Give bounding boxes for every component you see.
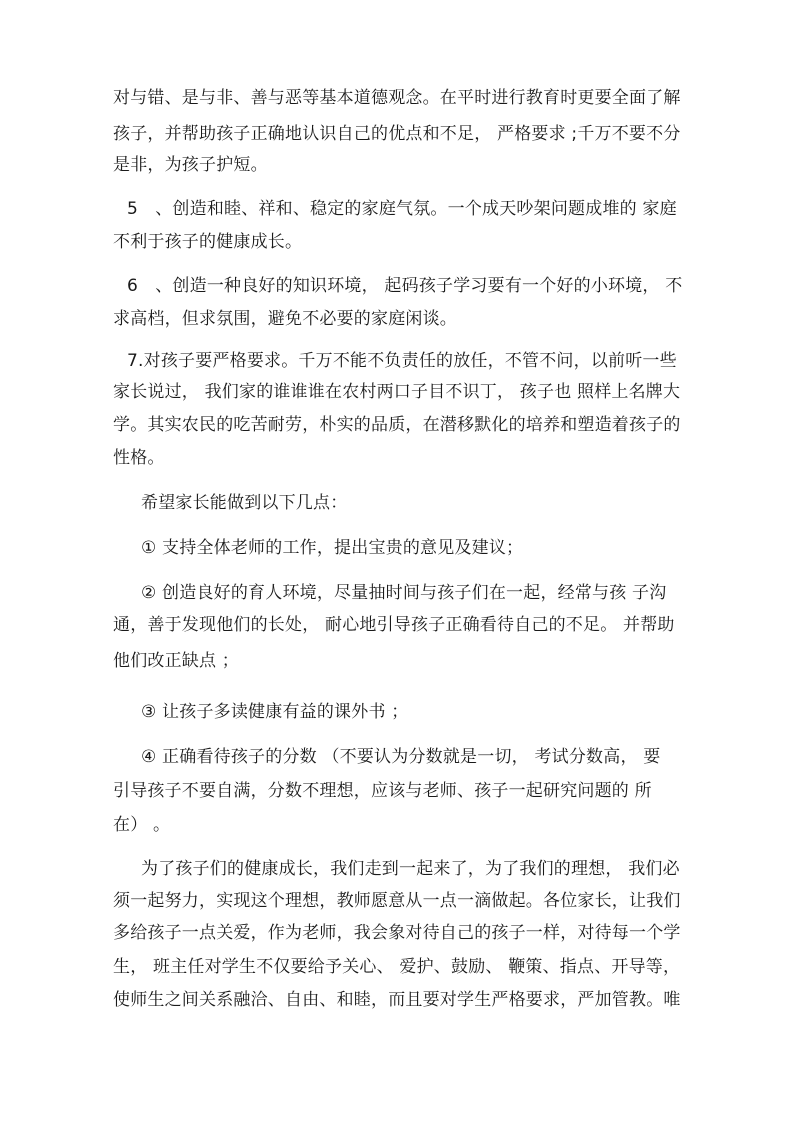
text-line: ③ 让孩子多读健康有益的课外书 ； (141, 702, 409, 722)
text-line: 求高档，但求氛围，避免不必要的家庭闲谈。 (113, 309, 457, 329)
text-line: 6 、创造一种良好的知识环境， 起码孩子学习要有一个好的小环境， 不 (127, 276, 683, 296)
text-line: 性格。 (113, 448, 165, 468)
text-line: 不利于孩子的健康成长。 (113, 232, 303, 252)
text-line: ② 创造良好的育人环境，尽量抽时间与孩子们在一起，经常与孩 子沟 (141, 583, 667, 603)
text-line: 7.对孩子要严格要求。千万不能不负责任的放任，不管不问，以前听一些 (127, 351, 677, 371)
text-line: 是非，为孩子护短。 (113, 155, 268, 175)
text-line: 多给孩子一点关爱，作为老师，我会象对待自己的孩子一样，对待每一个学 (113, 923, 681, 943)
text-line: 希望家长能做到以下几点： (141, 493, 348, 513)
text-line: 学。其实农民的吃苦耐劳，朴实的品质，在潜移默化的培养和塑造着孩子的 (113, 415, 681, 435)
text-line: 使师生之间关系融洽、自由、和睦，而且要对学生严格要求，严加管教。唯 (113, 990, 681, 1010)
text-line: 生， 班主任对学生不仅要给予关心、 爱护、鼓励、 鞭策、指点、开导等， (113, 957, 681, 977)
text-line: 他们改正缺点 ； (113, 651, 240, 671)
text-line: 引导孩子不要自满，分数不理想，应该与老师、孩子一起研究问题的 所 (113, 781, 652, 801)
text-line: ① 支持全体老师的工作，提出宝贵的意见及建议； (141, 538, 524, 558)
text-line: 孩子，并帮助孩子正确地认识自己的优点和不足， 严格要求 ;千万不要不分 (113, 124, 681, 144)
text-line: 对与错、是与非、善与恶等基本道德观念。在平时进行教育时更要全面了解 (113, 88, 681, 108)
text-line: 5 、创造和睦、祥和、稳定的家庭气氛。一个成天吵架问题成堆的 家庭 (127, 199, 677, 219)
text-line: 在） 。 (113, 815, 171, 835)
text-line: 家长说过， 我们家的谁谁谁在农村两口子目不识丁， 孩子也 照样上名牌大 (113, 382, 681, 402)
text-line: 通，善于发现他们的长处， 耐心地引导孩子正确看待自己的不足。 并帮助 (113, 615, 675, 635)
text-line: ④ 正确看待孩子的分数 （不要认为分数就是一切， 考试分数高， 要 (141, 747, 661, 767)
text-line: 为了孩子们的健康成长，我们走到一起来了，为了我们的理想， 我们必 (141, 859, 680, 879)
text-line: 须一起努力，实现这个理想，教师愿意从一点一滴做起。各位家长，让我们 (113, 891, 681, 911)
